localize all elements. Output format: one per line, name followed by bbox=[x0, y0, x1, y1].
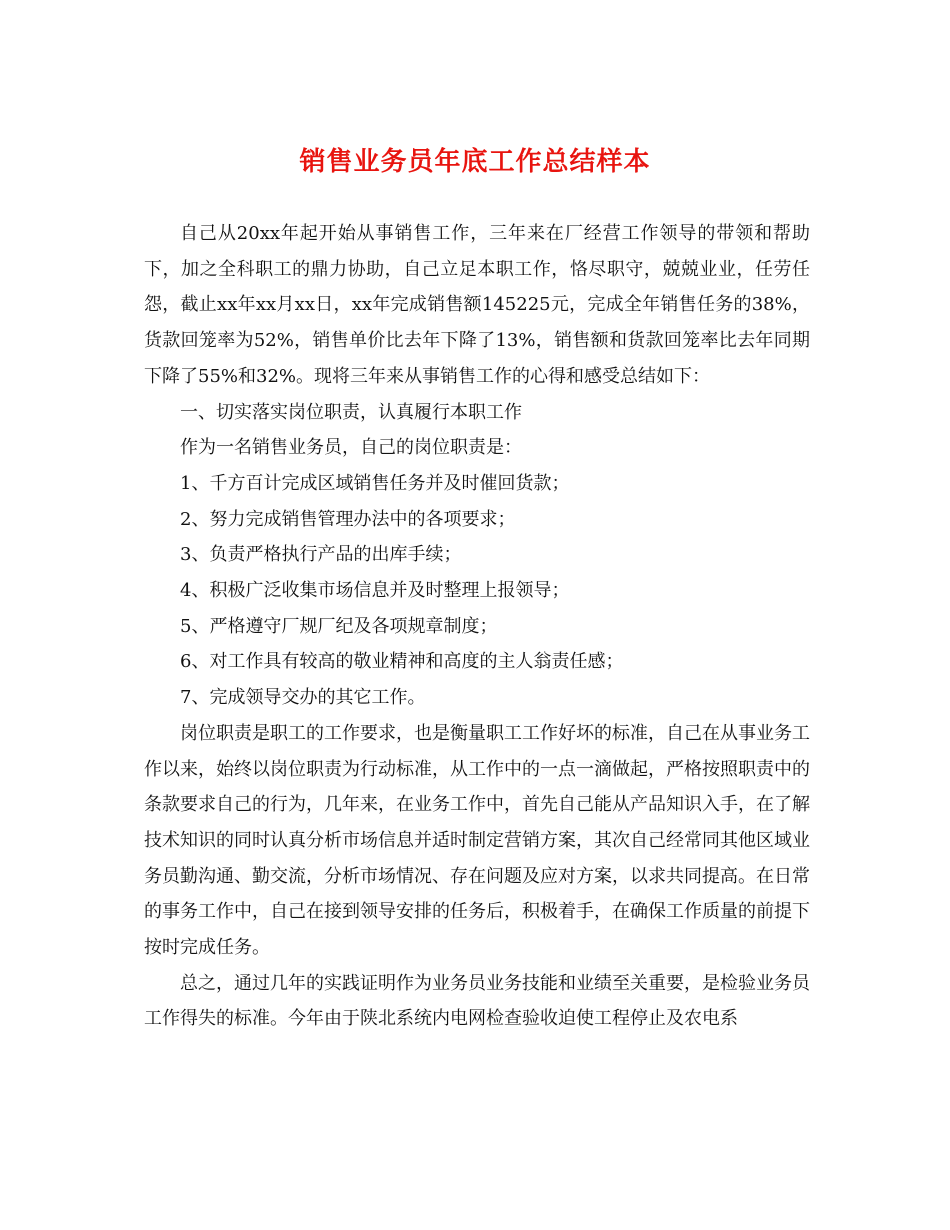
list-item-duty-3: 3、负责严格执行产品的出库手续； bbox=[180, 544, 462, 566]
paragraph-responsibility: 岗位职责是职工的工作要求，也是衡量职工工作好坏的标准，自己在从事业务工作以来，始终以岗位职责为行动标准，从工作中的一点一滴做起，严格按照职责中的条款要求自己的行为，几年来，在业务工作中，首先自己能从产品知识入手，在了解技术知识的同时认真分析市场信息并适时制定营销方案，其次自己经常同其他区域业务员勤沟通、勤交流，分析市场情况、存在问题及应对方案，以求共同提高。在日常的事务工作中，自己在接到领导安排的任务后，积极着手，在确保工作质量的前提下按时完成任务。 bbox=[144, 722, 810, 959]
list-item-duty-7: 7、完成领导交办的其它工作。 bbox=[180, 687, 426, 709]
paragraph-intro: 自己从20xx年起开始从事销售工作，三年来在厂经营工作领导的带领和帮助下，加之全科职工的鼎力协助，自己立足本职工作，恪尽职守，兢兢业业，任劳任怨，截止xx年xx月xx日，xx年完成销售额145225元，完成全年销售任务的38%，货款回笼率为52%，销售单价比去年下降了13%，销售额和货款回笼率比去年同期下降了55%和32%。现将三年来从事销售工作的心得和感受总结如下： bbox=[144, 223, 810, 387]
section-heading-1: 一、切实落实岗位职责，认真履行本职工作 bbox=[180, 401, 522, 423]
list-item-duty-1: 1、千方百计完成区域销售任务并及时催回货款； bbox=[180, 472, 570, 494]
list-item-duty-2: 2、努力完成销售管理办法中的各项要求； bbox=[180, 508, 516, 530]
list-item-duty-6: 6、对工作具有较高的敬业精神和高度的主人翁责任感； bbox=[180, 651, 624, 673]
document-title: 销售业务员年底工作总结样本 bbox=[299, 147, 651, 177]
paragraph-duties-intro: 作为一名销售业务员，自己的岗位职责是： bbox=[180, 437, 522, 459]
list-item-duty-5: 5、严格遵守厂规厂纪及各项规章制度； bbox=[180, 615, 498, 637]
paragraph-conclusion: 总之，通过几年的实践证明作为业务员业务技能和业绩至关重要，是检验业务员工作得失的标准。今年由于陕北系统内电网检查验收迫使工程停止及农电系 bbox=[144, 972, 810, 1030]
document-body bbox=[144, 216, 810, 1037]
list-item-duty-4: 4、积极广泛收集市场信息并及时整理上报领导； bbox=[180, 580, 570, 602]
